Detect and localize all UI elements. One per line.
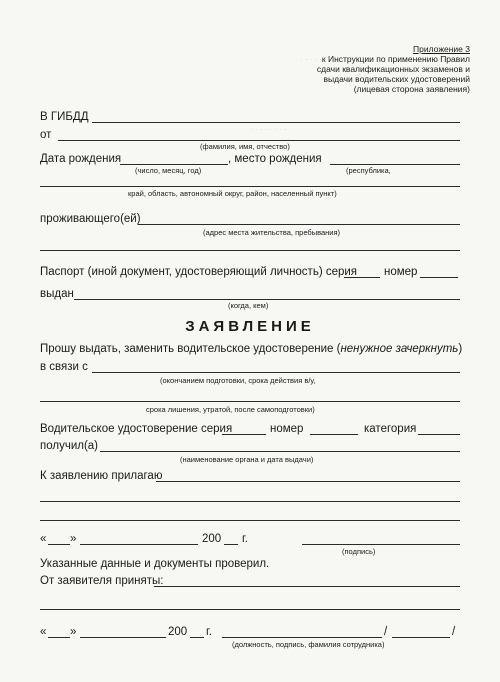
category-line[interactable] [418, 434, 460, 435]
attach-line-1[interactable] [156, 481, 460, 482]
issued-line[interactable] [74, 299, 460, 300]
appendix-line: сдачи квалификационных экзаменов и [316, 64, 470, 74]
address-line[interactable] [138, 224, 460, 225]
request-text-main: Прошу выдать, заменить водительское удостоверение ( [40, 343, 341, 355]
from-label: от [40, 129, 52, 141]
issued-label: выдан [40, 288, 74, 300]
bleed-through-mark: · · · · · · [190, 220, 218, 229]
request-text-italic: ненужное зачеркнуть [340, 343, 459, 355]
bleed-through-mark: · · · · · · [300, 55, 328, 64]
verified-text: Указанные данные и документы проверил. [40, 558, 270, 570]
birthplace-label: , место рождения [228, 153, 322, 165]
date2-day-line[interactable] [48, 637, 70, 638]
republic-hint: (республика, [346, 166, 391, 175]
appendix-line: (лицевая сторона заявления) [353, 84, 470, 94]
license-number-line[interactable] [310, 434, 358, 435]
license-series-line[interactable] [222, 434, 266, 435]
passport-series-line[interactable] [344, 277, 380, 278]
appendix-number: Приложение 3 [413, 44, 470, 54]
reason-hint-2: срока лишения, утратой, после самоподготовки) [146, 405, 315, 414]
dob-hint: (число, месяц, год) [135, 166, 202, 175]
date2-year-prefix: 200 [168, 626, 188, 638]
date-quote-open: « [40, 533, 47, 545]
birthplace-line[interactable] [330, 164, 460, 165]
officer-position-line[interactable] [222, 637, 382, 638]
document-title: ЗАЯВЛЕНИЕ [185, 318, 315, 335]
appendix-header [270, 44, 470, 94]
bleed-through-mark: · · · · · · · · [250, 125, 287, 134]
received-line[interactable] [100, 451, 460, 452]
region-hint: край, область, автономный округ, район, населенный пункт) [128, 189, 337, 198]
date2-month-line[interactable] [80, 637, 166, 638]
date-day-line[interactable] [48, 544, 70, 545]
request-text [40, 343, 462, 356]
reason-line[interactable] [92, 372, 460, 373]
officer-name-line[interactable] [392, 637, 450, 638]
gibdd-field-line[interactable] [92, 122, 460, 123]
appendix-line: к Инструкции по применению Правил [321, 54, 470, 64]
dob-line[interactable] [120, 164, 228, 165]
attach-label: К заявлению прилагаю [40, 470, 163, 482]
applicant-name-line[interactable] [58, 140, 460, 141]
birthplace-line-2[interactable] [40, 186, 460, 187]
request-text-close: ) [458, 343, 463, 355]
date-quote-close: » [70, 533, 77, 545]
address-line-2[interactable] [40, 250, 460, 251]
year-suffix: г. [242, 533, 248, 545]
reason-label: в связи с [40, 361, 88, 373]
category-label: категория [364, 423, 417, 435]
reason-line-2[interactable] [40, 401, 460, 402]
issued-hint: (когда, кем) [228, 301, 269, 310]
organ-hint: (наименование органа и дата выдачи) [180, 455, 314, 464]
accepted-label: От заявителя приняты: [40, 575, 164, 587]
passport-number-line[interactable] [420, 277, 458, 278]
to-gibdd-label: В ГИБДД [40, 111, 89, 123]
officer-slash-2: / [452, 626, 456, 638]
date2-year-suffix: г. [206, 626, 212, 638]
date2-year-line[interactable] [190, 637, 204, 638]
accepted-line-1[interactable] [154, 586, 460, 587]
address-hint: (адрес места жительства, пребывания) [203, 228, 341, 237]
date-month-line[interactable] [80, 544, 198, 545]
license-number-label: номер [270, 423, 304, 435]
attach-line-2[interactable] [40, 501, 460, 502]
residence-label: проживающего(ей) [40, 213, 141, 225]
dob-label: Дата рождения [40, 153, 122, 165]
appendix-line: выдачи водительских удостоверений [323, 74, 470, 84]
year-prefix: 200 [202, 533, 222, 545]
date2-quote-close: » [70, 626, 77, 638]
fio-hint: (фамилия, имя, отчество) [200, 142, 290, 151]
passport-label: Паспорт (иной документ, удостоверяющий личность) серия [40, 266, 358, 278]
signature-line[interactable] [302, 544, 460, 545]
officer-hint: (должность, подпись, фамилия сотрудника) [232, 640, 385, 649]
year-line[interactable] [224, 544, 238, 545]
license-series-label: Водительское удостоверение серия [40, 423, 233, 435]
date2-quote-open: « [40, 626, 47, 638]
accepted-line-2[interactable] [40, 609, 460, 610]
passport-number-label: номер [384, 266, 418, 278]
received-label: получил(а) [40, 440, 99, 452]
signature-hint: (подпись) [342, 547, 376, 556]
attach-line-3[interactable] [40, 520, 460, 521]
reason-hint-1: (окончанием подготовки, срока действия в/у, [160, 376, 316, 385]
officer-slash-1: / [384, 626, 388, 638]
